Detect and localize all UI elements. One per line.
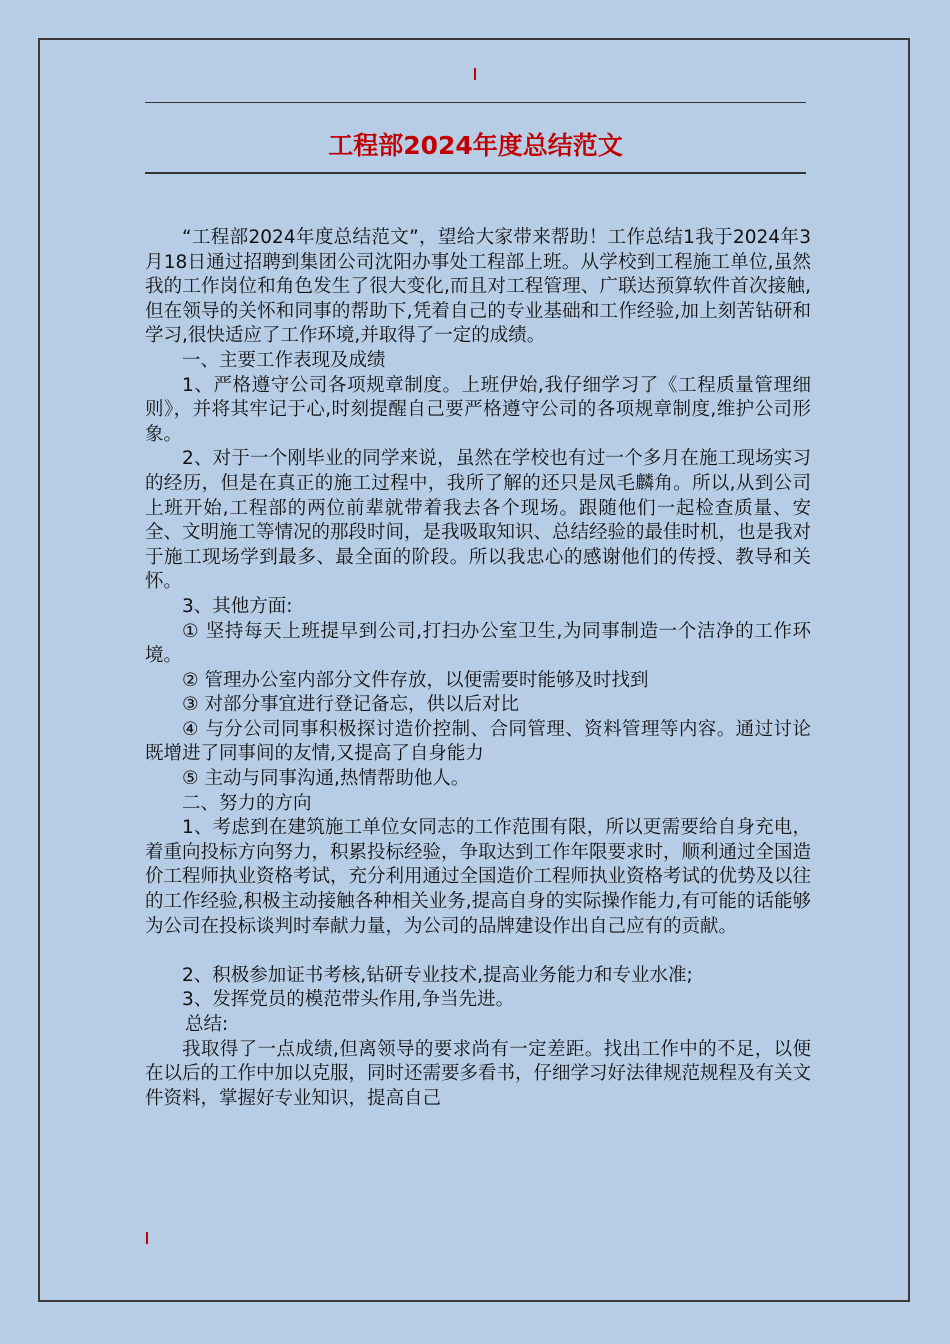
summary-paragraph: 我取得了一点成绩,但离领导的要求尚有一定差距。找出工作中的不足，以便在以后的工作中加以克服，同时还需要多看书，仔细学习好法律规范规程及有关文件资料，掌握好专业知识，提高自己 xyxy=(145,1038,812,1109)
header-cursor-mark xyxy=(474,68,476,80)
section-1-subitem-5: ⑤ 主动与同事沟通,热情帮助他人。 xyxy=(182,768,470,790)
section-1-item-3: 3、其他方面: xyxy=(182,595,293,617)
document-body xyxy=(145,226,811,1111)
footer-cursor-mark xyxy=(146,1232,148,1244)
section-2-item-2: 2、积极参加证书考核,钻研专业技术,提高业务能力和专业水准; xyxy=(182,964,693,986)
section-2-item-1: 1、考虑到在建筑施工单位女同志的工作范围有限，所以更需要给自身充电，着重向投标方向努力，积累投标经验，争取达到工作年限要求时，顺利通过全国造价工程师执业资格考试，充分利用通过全国造价工程师执业资格考试的优势及以往的工作经验,积极主动接触各种相关业务,提高自身的实际操作能力,有可能的话能够为公司在投标谈判时奉献力量，为公司的品牌建设作出自己应有的贡献。 xyxy=(145,817,812,937)
summary-heading: 总结: xyxy=(185,1014,229,1035)
paragraph-gap xyxy=(145,939,811,964)
section-2-item-3: 3、发挥党员的模范带头作用,争当先进。 xyxy=(182,989,515,1011)
section-1-subitem-3: ③ 对部分事宜进行登记备忘，供以后对比 xyxy=(182,694,519,716)
section-1-subitem-1: ① 坚持每天上班提早到公司,打扫办公室卫生,为同事制造一个洁净的工作环境。 xyxy=(145,620,811,667)
section-1-subitem-2: ② 管理办公室内部分文件存放，以便需要时能够及时找到 xyxy=(182,669,649,691)
intro-paragraph: “工程部2024年度总结范文”，望给大家带来帮助！工作总结1我于2024年3月18日通过招聘到集团公司沈阳办事处工程部上班。从学校到工程施工单位,虽然我的工作岗位和角色发生了很大变化,而且对工程管理、广联达预算软件首次接触,但在领导的关怀和同事的帮助下,凭着自己的专业基础和工作经验,加上刻苦钻研和学习,很快适应了工作环境,并取得了一定的成绩。 xyxy=(145,227,811,347)
section-1-item-2: 2、对于一个刚毕业的同学来说，虽然在学校也有过一个多月在施工现场实习的经历，但是在真正的施工过程中，我所了解的还只是凤毛麟角。所以,从到公司上班开始,工程部的两位前辈就带着我去各个现场。跟随他们一起检查质量、安全、文明施工等情况的那段时间，是我吸取知识、总结经验的最佳时机，也是我对于施工现场学到最多、最全面的阶段。所以我忠心的感谢他们的传授、教导和关怀。 xyxy=(145,448,812,593)
section-1-item-1: 1、严格遵守公司各项规章制度。上班伊始,我仔细学习了《工程质量管理细则》，并将其牢记于心,时刻提醒自己要严格遵守公司的各项规章制度,维护公司形象。 xyxy=(145,374,811,445)
section-1-heading: 一、主要工作表现及成绩 xyxy=(182,349,386,371)
section-2-heading: 二、努力的方向 xyxy=(182,792,312,814)
section-1-subitem-4: ④ 与分公司同事积极探讨造价控制、合同管理、资料管理等内容。通过讨论既增进了同事间的友情,又提高了自身能力 xyxy=(145,718,811,765)
document-title: 工程部2024年度总结范文 xyxy=(328,131,623,160)
title-rule xyxy=(145,172,806,174)
header-rule xyxy=(145,102,806,103)
